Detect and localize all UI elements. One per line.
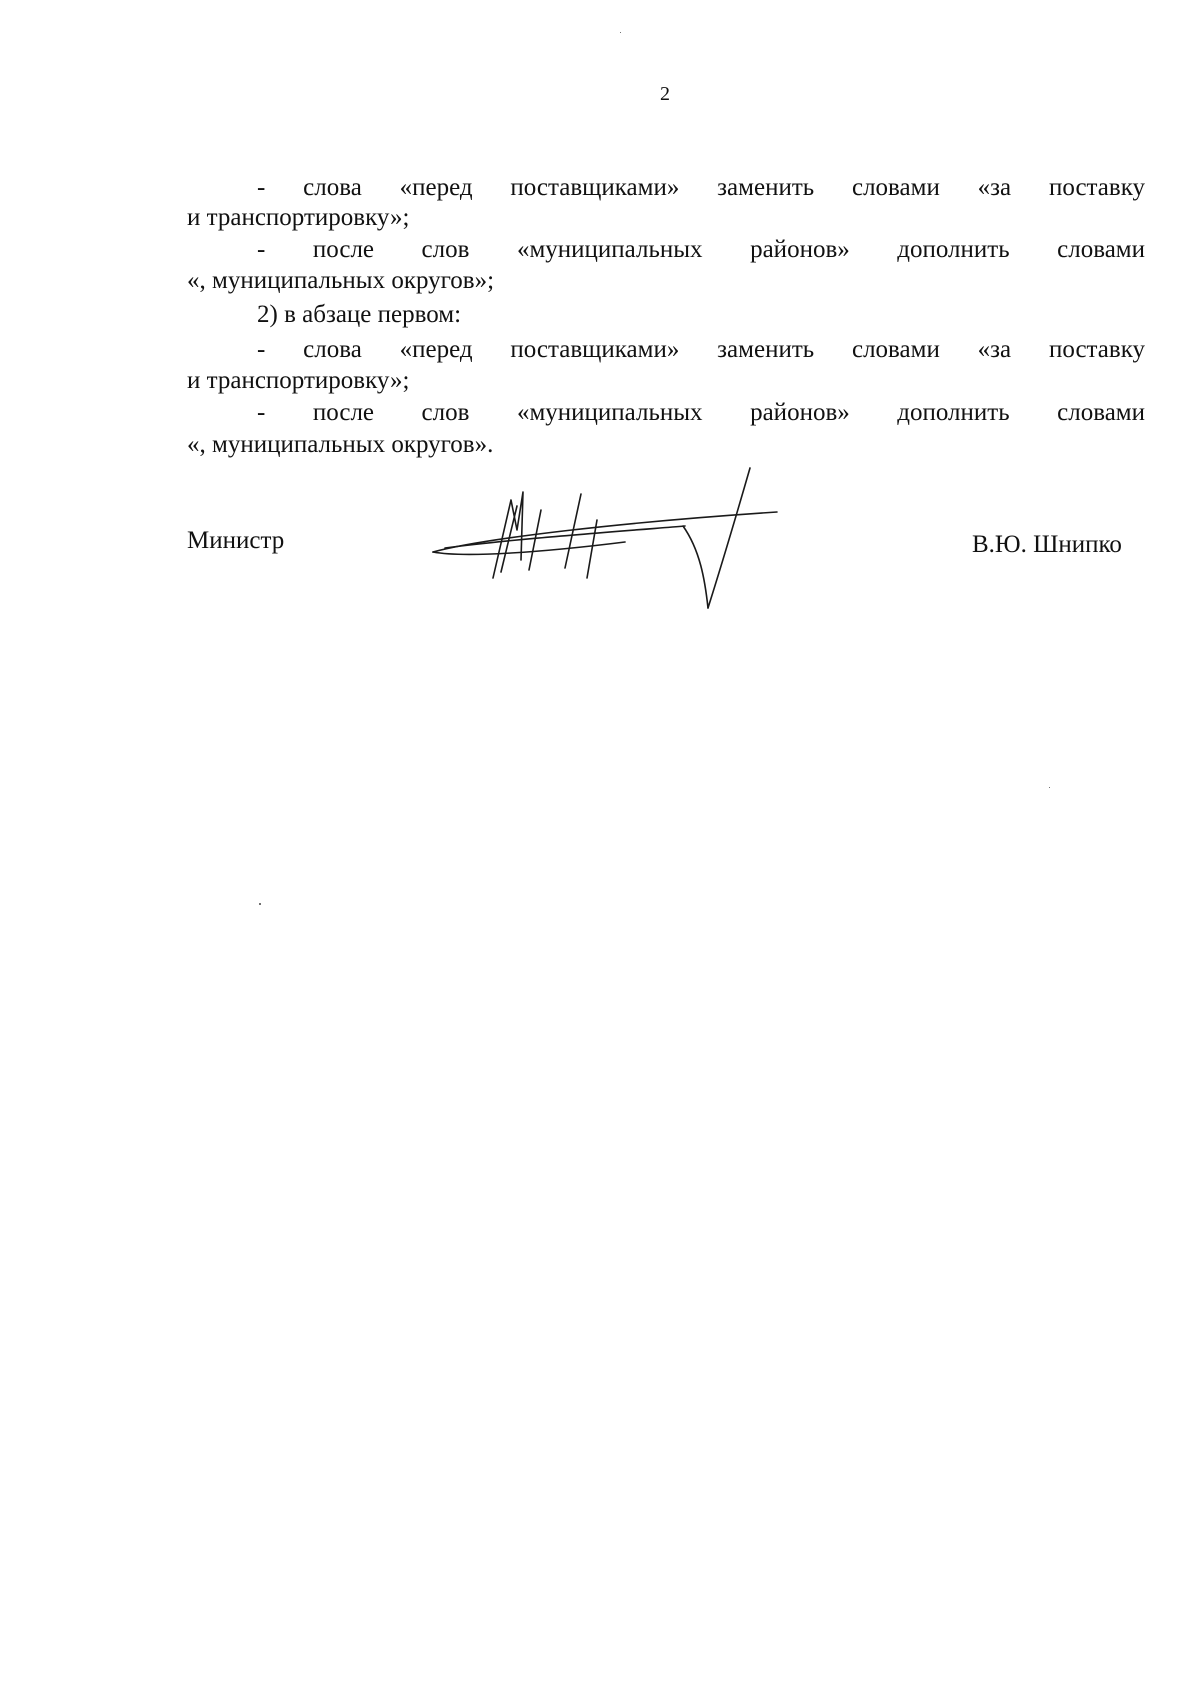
- text-line: - после слов «муниципальных районов» дополнить словами: [257, 399, 1145, 426]
- scan-speck: [259, 903, 261, 905]
- text-line: - после слов «муниципальных районов» дополнить словами: [257, 236, 1145, 263]
- text-line: «, муниципальных округов»;: [187, 267, 495, 294]
- signatory-position: Министр: [187, 527, 285, 554]
- text-line: 2) в абзаце первом:: [257, 301, 462, 328]
- page-number: 2: [660, 83, 670, 105]
- signatory-name: В.Ю. Шнипко: [972, 531, 1122, 558]
- text-line: - слова «перед поставщиками» заменить словами «за поставку: [257, 336, 1145, 363]
- text-line: «, муниципальных округов».: [187, 431, 494, 458]
- text-line: и транспортировку»;: [187, 204, 410, 231]
- scan-speck: [1049, 787, 1050, 788]
- scan-speck: [620, 32, 621, 33]
- text-line: - слова «перед поставщиками» заменить словами «за поставку: [257, 174, 1145, 201]
- text-line: и транспортировку»;: [187, 367, 410, 394]
- handwritten-signature: [425, 460, 785, 615]
